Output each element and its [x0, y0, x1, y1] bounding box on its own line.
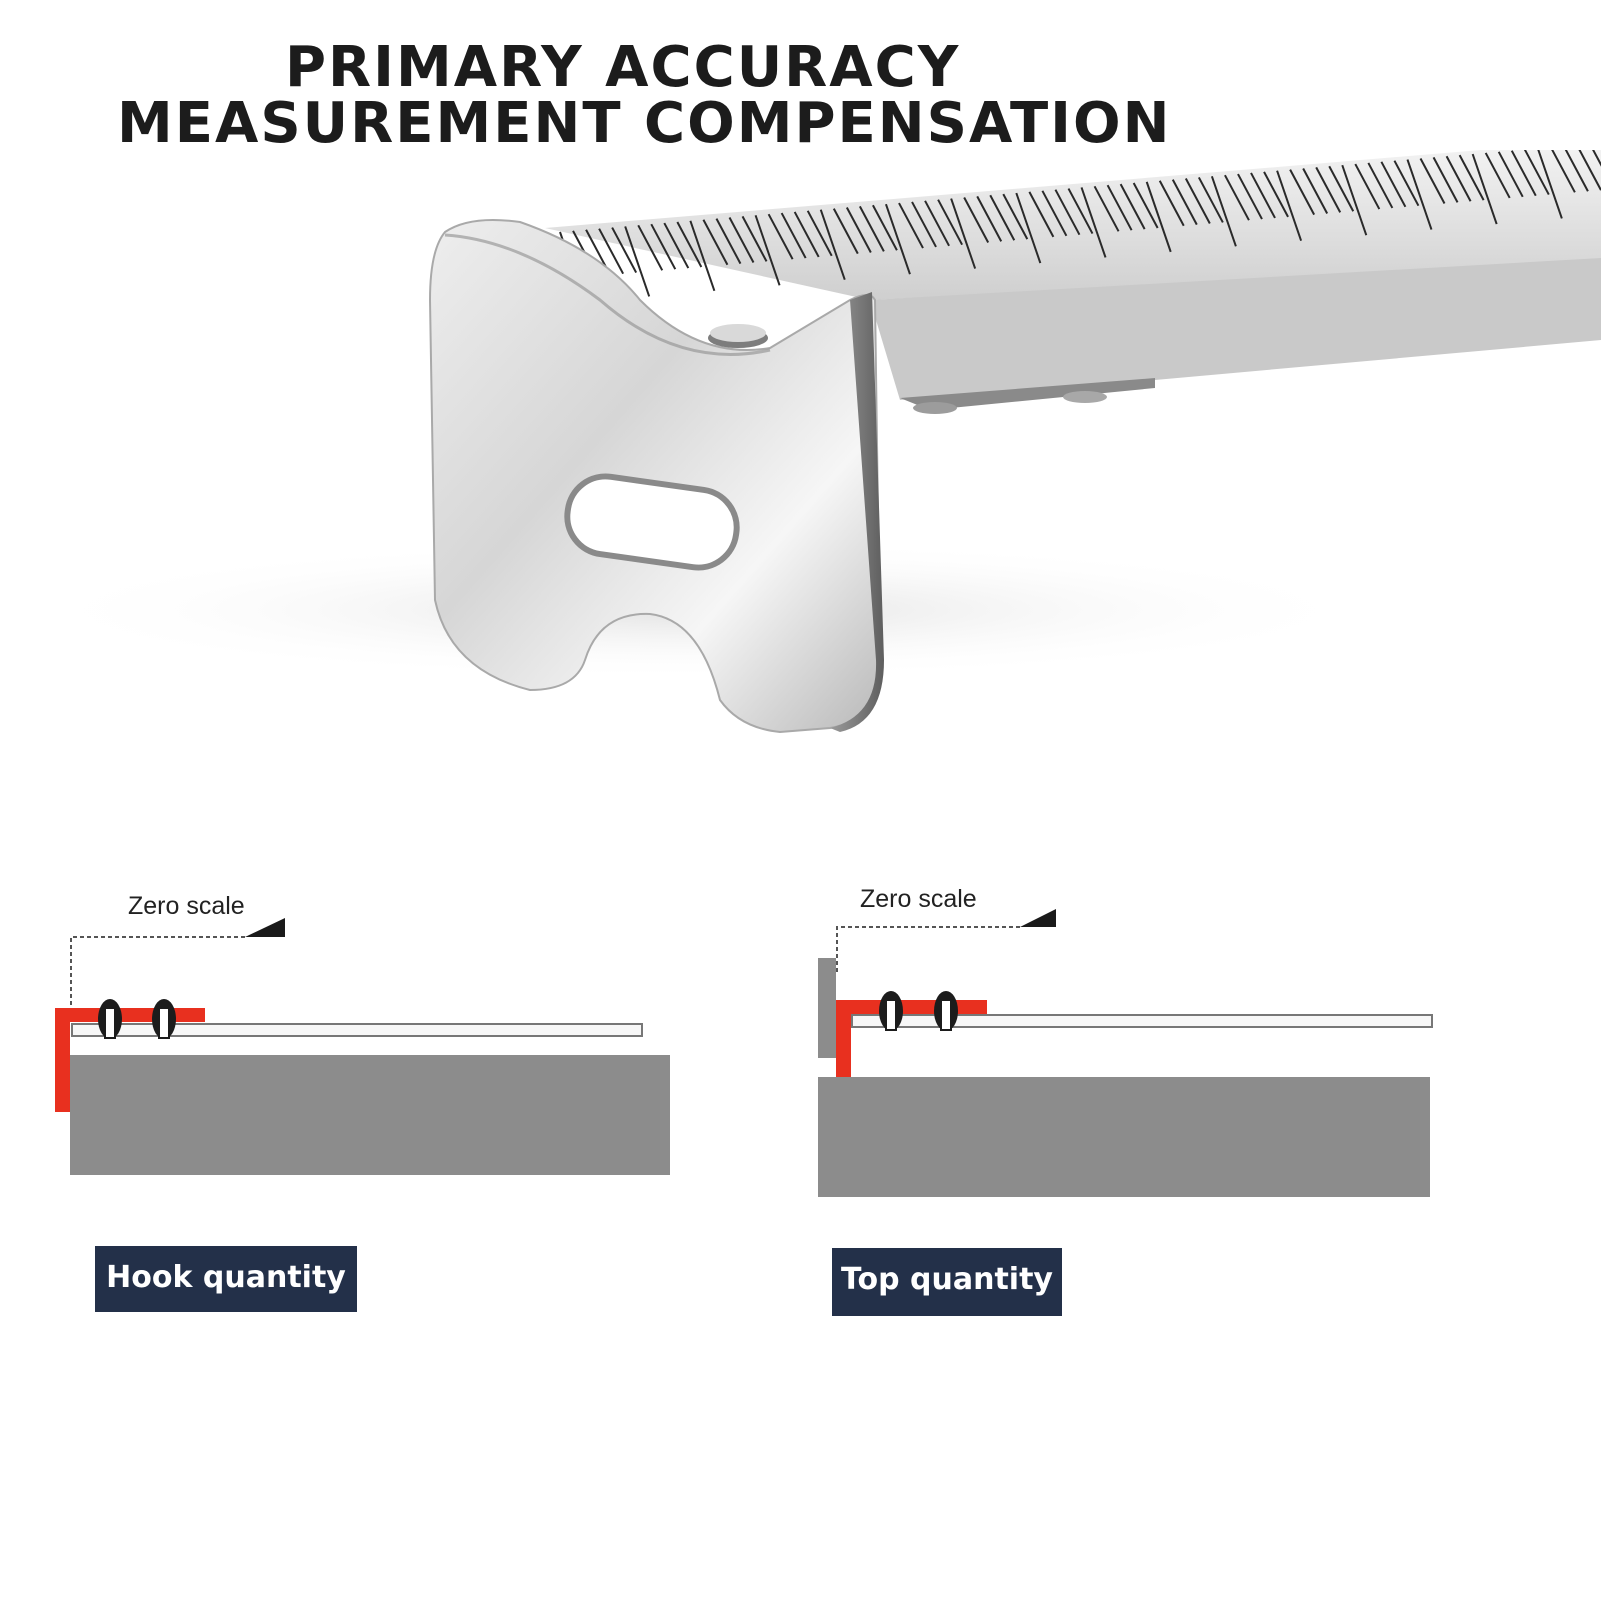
zero-marker-icon: [245, 918, 285, 937]
zero-scale-label: Zero scale: [128, 892, 245, 920]
tape-measure-hook-photo: [0, 150, 1601, 790]
abutting-wall: [818, 958, 836, 1058]
top-quantity-caption: Top quantity: [832, 1248, 1062, 1316]
headline-line-1: PRIMARY ACCURACY: [285, 35, 961, 100]
hook-measurement-schematic: [50, 880, 700, 1200]
tape-measure-illustration: [0, 150, 1601, 790]
hook-quantity-caption: Hook quantity: [95, 1246, 357, 1312]
hook-quantity-diagram: [50, 880, 700, 1200]
red-hook: [836, 1000, 987, 1077]
measured-surface: [70, 1055, 670, 1175]
headline-line-2: MEASUREMENT COMPENSATION: [117, 91, 1172, 156]
top-quantity-diagram: [800, 860, 1480, 1200]
zero-marker-icon: [1020, 909, 1056, 927]
zero-scale-label: Zero scale: [860, 885, 977, 913]
measured-surface: [818, 1077, 1430, 1197]
